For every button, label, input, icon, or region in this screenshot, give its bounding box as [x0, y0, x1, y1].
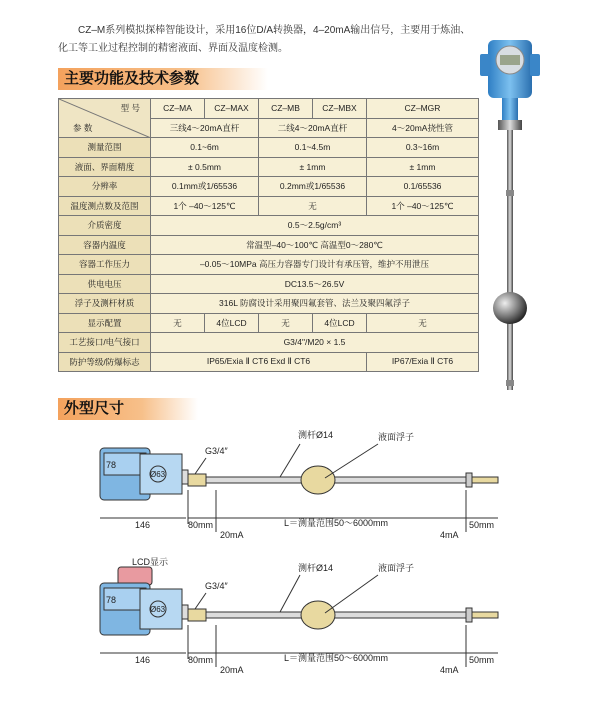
table-row [59, 216, 479, 236]
row-label: 显示配置 [59, 313, 151, 333]
drawing-svg [0, 555, 600, 695]
drawing-svg [0, 420, 600, 560]
row-label: 测量范围 [59, 138, 151, 158]
model-cell: CZ–MB [259, 99, 313, 119]
rod-end [472, 612, 498, 618]
housing-side-cap [530, 54, 540, 76]
table-cell: 无 [259, 196, 367, 216]
corner-model-label: 型 号 [120, 103, 140, 113]
table-row [59, 313, 479, 333]
model-cell: CZ–MAX [205, 99, 259, 119]
float-stop [506, 190, 514, 196]
leader-thread [195, 458, 206, 474]
product-photo [470, 30, 580, 400]
len-80-label: 80mm [188, 655, 214, 665]
dimension-drawing-lcd [0, 555, 600, 695]
table-cell: 1个 –40～125℃ [151, 196, 259, 216]
table-cell: 4位LCD [205, 313, 259, 333]
spec-table [58, 98, 479, 372]
box-diameter-label: Ø63 [150, 605, 166, 614]
table-cell: 0.1mm或1/65536 [151, 177, 259, 197]
model-cell: CZ–MGR [367, 99, 479, 119]
leader-float [325, 575, 378, 613]
table-row [59, 99, 479, 119]
table-cell: 常温型–40～100℃ 高温型0～280℃ [151, 235, 479, 255]
leader-thread [195, 593, 206, 609]
float-stop [506, 380, 514, 386]
len-range-label: L＝测量范围50～6000mm [284, 518, 389, 528]
housing-flange [182, 470, 188, 484]
housing-neck [502, 98, 518, 120]
table-row [59, 352, 479, 372]
leader-rod [280, 575, 300, 612]
len-146-label: 146 [135, 520, 151, 530]
level-float [301, 601, 335, 629]
table-row [59, 255, 479, 275]
housing-flange [182, 605, 188, 619]
float-label: 液面浮子 [378, 563, 415, 573]
row-label: 工艺接口/电气接口 [59, 333, 151, 353]
table-corner-cell [59, 99, 151, 138]
table-row [59, 333, 479, 353]
table-cell: 4位LCD [313, 313, 367, 333]
lcd-label: LCD显示 [132, 557, 169, 567]
corner-param-label: 参 数 [73, 123, 93, 133]
row-label: 容器内温度 [59, 235, 151, 255]
box-diameter-label: Ø63 [150, 470, 166, 479]
probe-rod [507, 130, 513, 390]
table-cell: 无 [259, 313, 313, 333]
section-title-specs: 主要功能及技术参数 [58, 68, 268, 90]
probe-rod [206, 612, 466, 618]
thread-label: G3/4″ [205, 446, 228, 456]
signal-4ma-label: 4mA [440, 530, 459, 540]
rod-label: 测杆Ø14 [298, 430, 334, 440]
intro-paragraph: CZ–M系列模拟探棒智能设计，采用16位D/A转换器，4–20mA输出信号，主要用于炼油、化工等工业过程控制的精密液面、界面及温度检测。 [58, 25, 471, 54]
len-range-label: L＝测量范围50～6000mm [284, 653, 389, 663]
probe-rod [206, 477, 466, 483]
row-label: 液面、界面精度 [59, 157, 151, 177]
table-cell: G3/4"/M20 × 1.5 [151, 333, 479, 353]
lcd-display-module [118, 567, 152, 585]
intro-text-block [58, 22, 478, 58]
signal-4ma-label: 4mA [440, 665, 459, 675]
table-row [59, 157, 479, 177]
end-stop [466, 473, 472, 487]
row-label: 防护等级/防爆标志 [59, 352, 151, 372]
table-cell: 无 [367, 313, 479, 333]
table-cell: ± 1mm [367, 157, 479, 177]
table-cell: 1个 –40～125℃ [367, 196, 479, 216]
lcd-screen [500, 55, 520, 65]
thread-fitting [188, 609, 206, 621]
signal-20ma-label: 20mA [220, 665, 244, 675]
table-cell: 0.5～2.5g/cm³ [151, 216, 479, 236]
table-cell: 0.1~6m [151, 138, 259, 158]
row-label: 容器工作压力 [59, 255, 151, 275]
table-cell: –0.05～10MPa 高压力容器专门设计有承压管，维护不用泄压 [151, 255, 479, 275]
len-50-label: 50mm [469, 520, 495, 530]
table-row [59, 274, 479, 294]
table-cell: ± 1mm [259, 157, 367, 177]
type-cell: 三线4～20mA直杆 [151, 118, 259, 138]
table-cell: 316L 防腐设计采用聚四氟套管、法兰及聚四氟浮子 [151, 294, 479, 314]
level-float [301, 466, 335, 494]
float-ball [493, 292, 527, 324]
rod-label: 测杆Ø14 [298, 563, 334, 573]
table-row [59, 196, 479, 216]
row-label: 供电电压 [59, 274, 151, 294]
rod-end [472, 477, 498, 483]
signal-20ma-label: 20mA [220, 530, 244, 540]
table-cell: IP67/Exia Ⅱ CT6 [367, 352, 479, 372]
housing-side-cap [480, 54, 490, 76]
thread-label: G3/4″ [205, 581, 228, 591]
len-146-label: 146 [135, 655, 151, 665]
process-fitting [498, 120, 522, 130]
row-label: 分辨率 [59, 177, 151, 197]
leader-float [325, 444, 378, 478]
table-cell: IP65/Exia Ⅱ CT6 Exd Ⅱ CT6 [151, 352, 367, 372]
box-width-label: 78 [106, 595, 117, 605]
len-80-label: 80mm [188, 520, 214, 530]
leader-rod [280, 444, 300, 477]
table-cell: DC13.5～26.5V [151, 274, 479, 294]
table-row [59, 138, 479, 158]
table-row [59, 235, 479, 255]
table-row [59, 294, 479, 314]
float-label: 液面浮子 [378, 432, 415, 442]
table-row [59, 177, 479, 197]
end-stop [466, 608, 472, 622]
len-50-label: 50mm [469, 655, 495, 665]
type-cell: 二线4～20mA直杆 [259, 118, 367, 138]
model-cell: CZ–MBX [313, 99, 367, 119]
table-cell: 0.3~16m [367, 138, 479, 158]
section-title-dimensions: 外型尺寸 [58, 398, 198, 420]
table-cell: ± 0.5mm [151, 157, 259, 177]
row-label: 温度测点数及范围 [59, 196, 151, 216]
row-label: 介质密度 [59, 216, 151, 236]
table-cell: 0.1/65536 [367, 177, 479, 197]
table-cell: 无 [151, 313, 205, 333]
model-cell: CZ–MA [151, 99, 205, 119]
box-width-label: 78 [106, 460, 117, 470]
thread-fitting [188, 474, 206, 486]
type-cell: 4～20mA挠性管 [367, 118, 479, 138]
dimension-drawing-standard [0, 420, 600, 560]
row-label: 浮子及测杆材质 [59, 294, 151, 314]
table-cell: 0.1~4.5m [259, 138, 367, 158]
table-cell: 0.2mm或1/65536 [259, 177, 367, 197]
